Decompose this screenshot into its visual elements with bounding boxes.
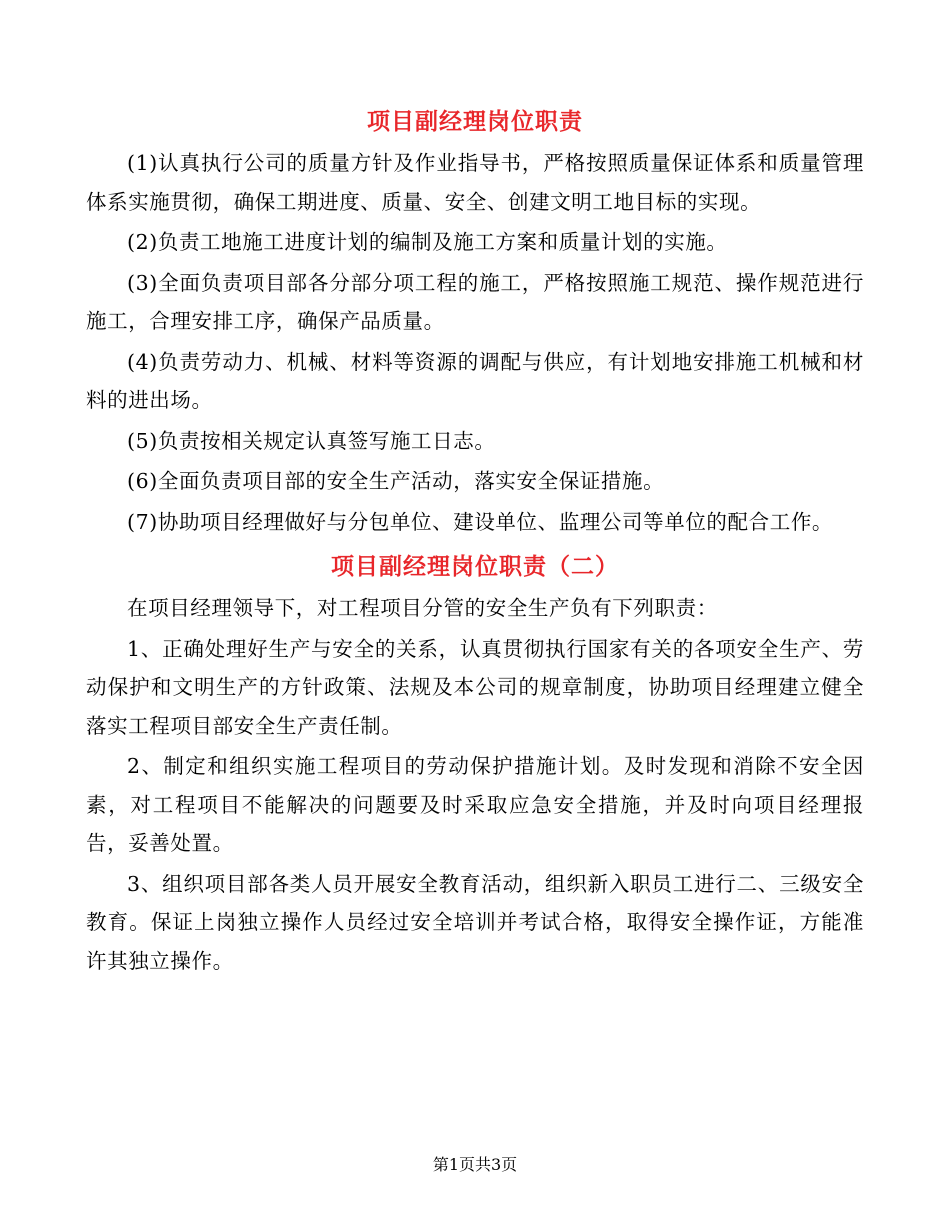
section-1-paragraph-2: (2)负责工地施工进度计划的编制及施工方案和质量计划的实施。 — [127, 230, 728, 254]
section-1-paragraph-3: (3)全面负责项目部各分部分项工程的施工，严格按照施工规范、操作规范进行施工，合理安排工序，确保产品质量。 — [86, 270, 864, 333]
section-2-paragraph-3: 2、制定和组织实施工程项目的劳动保护措施计划。及时发现和消除不安全因素，对工程项目不能解决的问题要及时采取应急安全措施，并及时向项目经理报告，妥善处置。 — [86, 754, 864, 855]
section-2-paragraph-2: 1、正确处理好生产与安全的关系，认真贯彻执行国家有关的各项安全生产、劳动保护和文明生产的方针政策、法规及本公司的规章制度，协助项目经理建立健全落实工程项目部安全生产责任制。 — [86, 636, 864, 738]
section-1-paragraph-4: (4)负责劳动力、机械、材料等资源的调配与供应，有计划地安排施工机械和材料的进出场。 — [86, 349, 864, 412]
section-2-title: 项目副经理岗位职责（二） — [331, 553, 619, 580]
section-1-paragraph-1: (1)认真执行公司的质量方针及作业指导书，严格按照质量保证体系和质量管理体系实施贯彻，确保工期进度、质量、安全、创建文明工地目标的实现。 — [86, 151, 864, 214]
section-1-paragraph-7: (7)协助项目经理做好与分包单位、建设单位、监理公司等单位的配合工作。 — [127, 509, 834, 534]
section-2-paragraph-1: 在项目经理领导下，对工程项目分管的安全生产负有下列职责： — [127, 596, 718, 620]
section-2-paragraph-4: 3、组织项目部各类人员开展安全教育活动，组织新入职员工进行二、三级安全教育。保证上岗独立操作人员经过安全培训并考试合格，取得安全操作证，方能准许其独立操作。 — [86, 871, 864, 973]
document-content — [86, 102, 864, 980]
page-footer: 第1页共3页 — [432, 1155, 518, 1174]
section-1-paragraph-5: (5)负责按相关规定认真签写施工日志。 — [127, 428, 496, 453]
section-1-paragraph-6: (6)全面负责项目部的安全生产活动，落实安全保证措施。 — [127, 469, 665, 493]
section-1-title: 项目副经理岗位职责 — [367, 108, 583, 135]
